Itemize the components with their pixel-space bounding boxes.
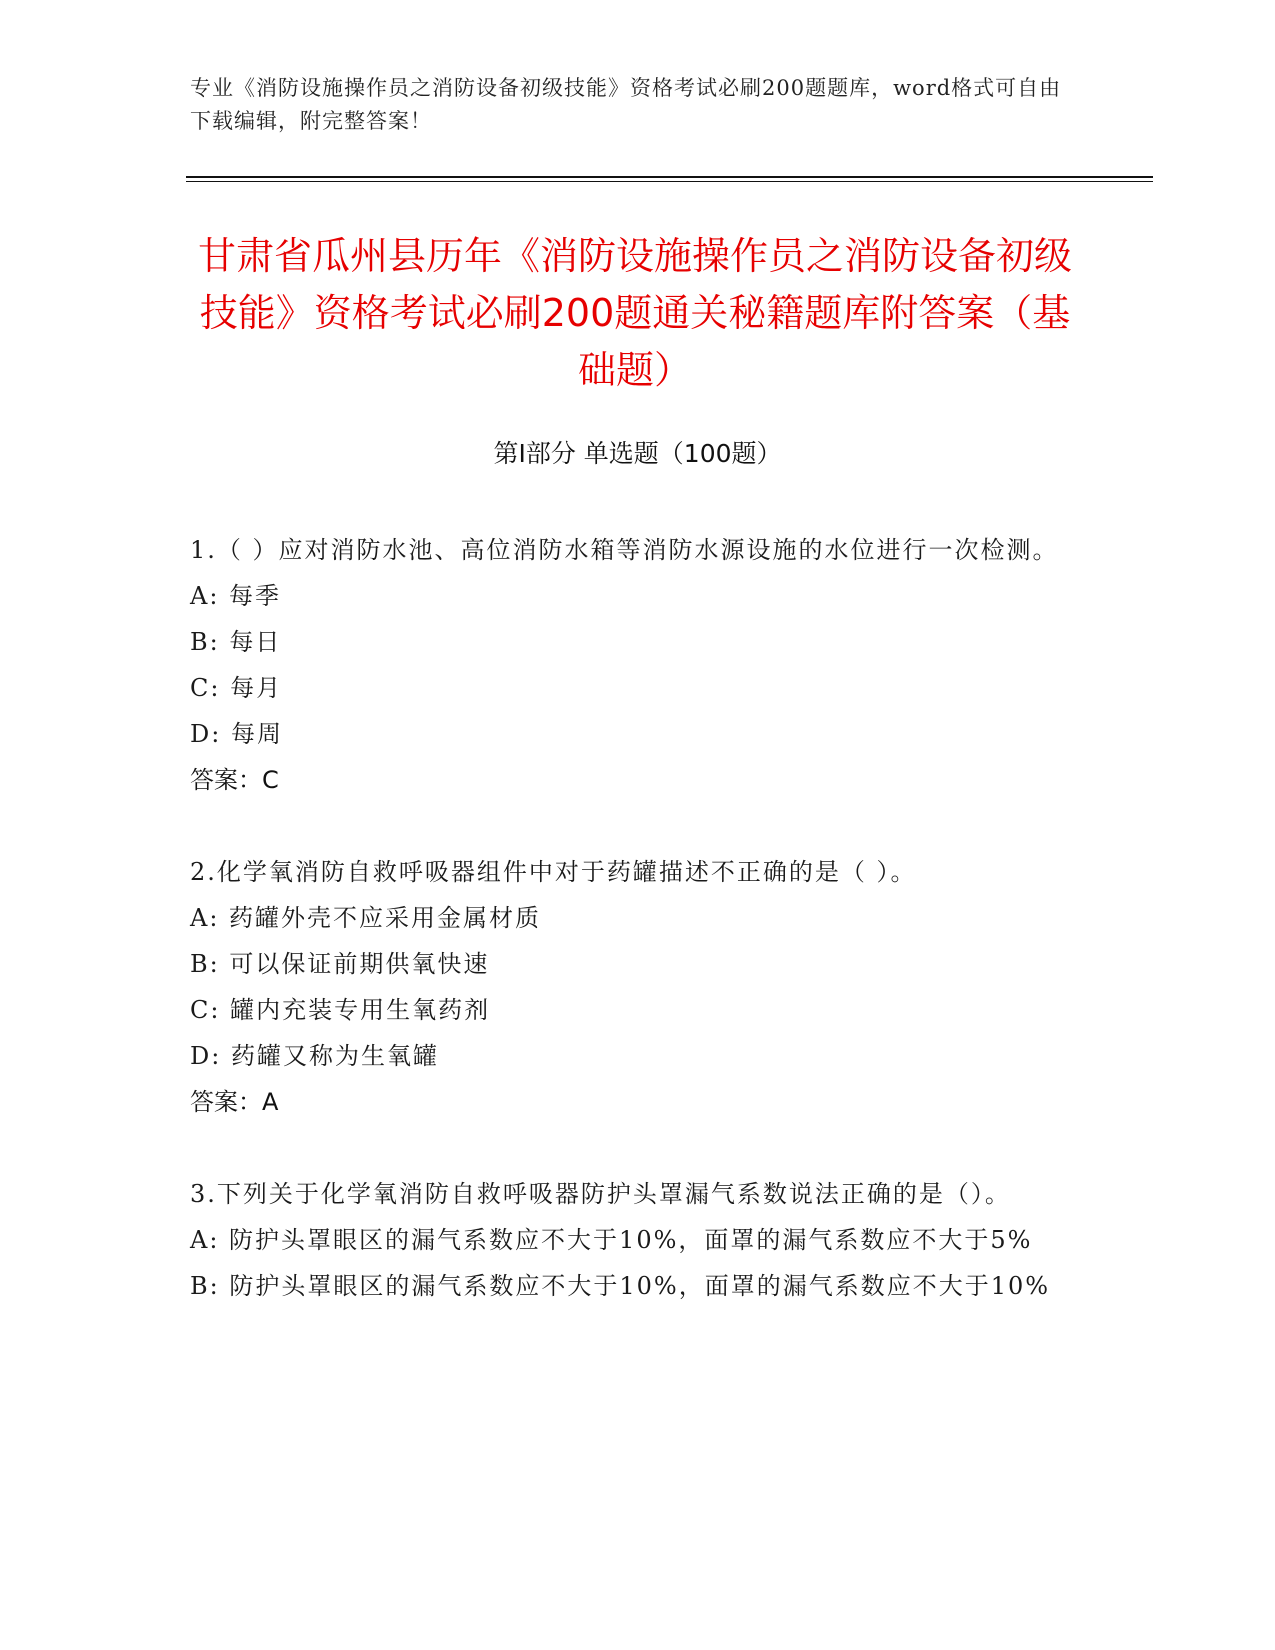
header-divider-thick <box>186 176 1153 178</box>
question-1 <box>190 527 1070 803</box>
question-stem: 2.化学氧消防自救呼吸器组件中对于药罐描述不正确的是（ ）。 <box>190 858 917 886</box>
question-stem: 1.（ ）应对消防水池、高位消防水箱等消防水源设施的水位进行一次检测。 <box>190 536 1059 564</box>
option-c: C: 每月 <box>190 674 283 702</box>
option-d: D: 每周 <box>190 720 283 748</box>
question-stem: 3.下列关于化学氧消防自救呼吸器防护头罩漏气系数说法正确的是（）。 <box>190 1180 1011 1208</box>
option-a: A: 每季 <box>190 582 282 610</box>
option-a: A: 药罐外壳不应采用金属材质 <box>190 904 542 932</box>
option-a: A: 防护头罩眼区的漏气系数应不大于10%，面罩的漏气系数应不大于5% <box>190 1226 1033 1254</box>
option-d: D: 药罐又称为生氧罐 <box>190 1042 439 1070</box>
section-title: 第I部分 单选题（100题） <box>493 439 782 468</box>
option-b: B: 每日 <box>190 628 282 656</box>
header-note: 专业《消防设施操作员之消防设备初级技能》资格考试必刷200题题库，word格式可自由下载编辑，附完整答案！ <box>190 76 1062 133</box>
question-list <box>190 527 1070 1355</box>
option-c: C: 罐内充装专用生氧药剂 <box>190 996 491 1024</box>
question-2 <box>190 849 1070 1125</box>
option-b: B: 防护头罩眼区的漏气系数应不大于10%，面罩的漏气系数应不大于10% <box>190 1272 1051 1300</box>
main-title: 甘肃省瓜州县历年《消防设施操作员之消防设备初级技能》资格考试必刷200题通关秘籍题库附答案（基础题） <box>197 234 1072 392</box>
option-b: B: 可以保证前期供氧快速 <box>190 950 490 978</box>
answer: 答案：C <box>190 766 279 794</box>
question-3 <box>190 1171 1070 1309</box>
header-divider-thin <box>186 181 1153 182</box>
answer: 答案：A <box>190 1088 279 1116</box>
